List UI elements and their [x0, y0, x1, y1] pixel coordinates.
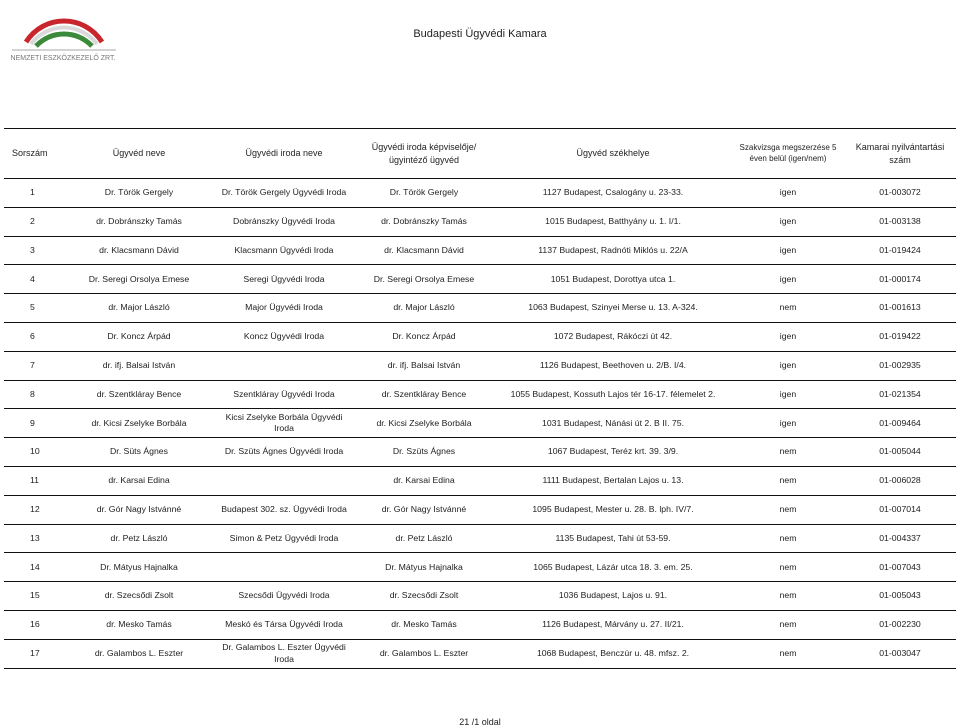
cell-office-name: Dr. Szüts Ágnes Ügyvédi Iroda — [214, 438, 354, 467]
cell-exam: igen — [732, 322, 844, 351]
cell-exam: igen — [732, 207, 844, 236]
cell-exam: igen — [732, 265, 844, 294]
cell-office-name: Simon & Petz Ügyvédi Iroda — [214, 524, 354, 553]
col-header-nyilvantartasi-szam: Kamarai nyilvántartási szám — [844, 129, 956, 179]
lawyer-register-table — [4, 128, 956, 669]
cell-office-name: Koncz Ügyvédi Iroda — [214, 322, 354, 351]
col-header-sorszam: Sorszám — [4, 129, 64, 179]
cell-lawyer-name: dr. ifj. Balsai István — [64, 351, 214, 380]
table-row — [4, 524, 956, 553]
cell-representative: dr. ifj. Balsai István — [354, 351, 494, 380]
cell-exam: igen — [732, 179, 844, 208]
cell-registry-number: 01-004337 — [844, 524, 956, 553]
cell-address: 1067 Budapest, Teréz krt. 39. 3/9. — [494, 438, 732, 467]
cell-representative: Dr. Koncz Árpád — [354, 322, 494, 351]
cell-representative: dr. Gór Nagy Istvánné — [354, 495, 494, 524]
col-header-szakvizsga: Szakvizsga megszerzése 5 éven belül (igen/nem) — [732, 129, 844, 179]
col-header-szekhely: Ügyvéd székhelye — [494, 129, 732, 179]
cell-office-name: Dr. Török Gergely Ügyvédi Iroda — [214, 179, 354, 208]
cell-lawyer-name: Dr. Koncz Árpád — [64, 322, 214, 351]
cell-number: 14 — [4, 553, 64, 582]
cell-address: 1051 Budapest, Dorottya utca 1. — [494, 265, 732, 294]
cell-representative: dr. Szentkláray Bence — [354, 380, 494, 409]
cell-exam: nem — [732, 495, 844, 524]
table-row — [4, 322, 956, 351]
table-row — [4, 639, 956, 668]
cell-representative: dr. Kicsi Zselyke Borbála — [354, 409, 494, 438]
cell-exam: nem — [732, 639, 844, 668]
cell-registry-number: 01-003138 — [844, 207, 956, 236]
cell-exam: nem — [732, 294, 844, 323]
table-row — [4, 466, 956, 495]
cell-number: 10 — [4, 438, 64, 467]
cell-lawyer-name: dr. Klacsmann Dávid — [64, 236, 214, 265]
cell-exam: nem — [732, 553, 844, 582]
cell-registry-number: 01-005044 — [844, 438, 956, 467]
cell-number: 8 — [4, 380, 64, 409]
cell-lawyer-name: Dr. Seregi Orsolya Emese — [64, 265, 214, 294]
cell-exam: nem — [732, 582, 844, 611]
cell-lawyer-name: Dr. Süts Ágnes — [64, 438, 214, 467]
cell-exam: igen — [732, 351, 844, 380]
cell-address: 1063 Budapest, Szinyei Merse u. 13. A-324. — [494, 294, 732, 323]
cell-number: 9 — [4, 409, 64, 438]
cell-representative: Dr. Mátyus Hajnalka — [354, 553, 494, 582]
cell-office-name: Kicsi Zselyke Borbála Ügyvédi Iroda — [214, 409, 354, 438]
cell-registry-number: 01-021354 — [844, 380, 956, 409]
cell-registry-number: 01-019422 — [844, 322, 956, 351]
cell-address: 1126 Budapest, Márvány u. 27. II/21. — [494, 610, 732, 639]
cell-number: 17 — [4, 639, 64, 668]
cell-lawyer-name: dr. Kicsi Zselyke Borbála — [64, 409, 214, 438]
cell-registry-number: 01-009464 — [844, 409, 956, 438]
cell-address: 1055 Budapest, Kossuth Lajos tér 16-17. félemelet 2. — [494, 380, 732, 409]
cell-office-name: Dobránszky Ügyvédi Iroda — [214, 207, 354, 236]
cell-address: 1135 Budapest, Tahi út 53-59. — [494, 524, 732, 553]
cell-exam: nem — [732, 466, 844, 495]
table-row — [4, 610, 956, 639]
cell-office-name: Klacsmann Ügyvédi Iroda — [214, 236, 354, 265]
cell-lawyer-name: dr. Galambos L. Eszter — [64, 639, 214, 668]
cell-representative: dr. Dobránszky Tamás — [354, 207, 494, 236]
table-row — [4, 179, 956, 208]
cell-office-name: Budapest 302. sz. Ügyvédi Iroda — [214, 495, 354, 524]
cell-lawyer-name: Dr. Mátyus Hajnalka — [64, 553, 214, 582]
cell-address: 1065 Budapest, Lázár utca 18. 3. em. 25. — [494, 553, 732, 582]
cell-address: 1072 Budapest, Rákóczi út 42. — [494, 322, 732, 351]
cell-number: 7 — [4, 351, 64, 380]
cell-address: 1137 Budapest, Radnóti Miklós u. 22/A — [494, 236, 732, 265]
cell-registry-number: 01-003072 — [844, 179, 956, 208]
cell-representative: dr. Mesko Tamás — [354, 610, 494, 639]
table-row — [4, 495, 956, 524]
cell-representative: dr. Petz László — [354, 524, 494, 553]
table-row — [4, 409, 956, 438]
table-row — [4, 236, 956, 265]
col-header-kepviselo: Ügyvédi iroda képviselője/ ügyintéző ügyvéd — [354, 129, 494, 179]
cell-number: 6 — [4, 322, 64, 351]
cell-number: 15 — [4, 582, 64, 611]
cell-exam: igen — [732, 380, 844, 409]
cell-office-name: Szentkláray Ügyvédi Iroda — [214, 380, 354, 409]
cell-office-name: Major Ügyvédi Iroda — [214, 294, 354, 323]
cell-lawyer-name: dr. Gór Nagy Istvánné — [64, 495, 214, 524]
cell-office-name — [214, 553, 354, 582]
table-row — [4, 294, 956, 323]
table-row — [4, 207, 956, 236]
table-body — [4, 179, 956, 669]
table-row — [4, 438, 956, 467]
col-header-iroda-neve: Ügyvédi iroda neve — [214, 129, 354, 179]
table-row — [4, 553, 956, 582]
cell-representative: dr. Major László — [354, 294, 494, 323]
cell-lawyer-name: Dr. Török Gergely — [64, 179, 214, 208]
cell-registry-number: 01-005043 — [844, 582, 956, 611]
cell-registry-number: 01-002935 — [844, 351, 956, 380]
cell-registry-number: 01-003047 — [844, 639, 956, 668]
cell-address: 1095 Budapest, Mester u. 28. B. lph. IV/7. — [494, 495, 732, 524]
cell-address: 1068 Budapest, Benczúr u. 48. mfsz. 2. — [494, 639, 732, 668]
cell-address: 1126 Budapest, Beethoven u. 2/B. I/4. — [494, 351, 732, 380]
col-header-ugyved-neve: Ügyvéd neve — [64, 129, 214, 179]
cell-registry-number: 01-000174 — [844, 265, 956, 294]
cell-representative: dr. Klacsmann Dávid — [354, 236, 494, 265]
cell-address: 1127 Budapest, Csalogány u. 23-33. — [494, 179, 732, 208]
cell-address: 1111 Budapest, Bertalan Lajos u. 13. — [494, 466, 732, 495]
cell-representative: dr. Karsai Edina — [354, 466, 494, 495]
cell-number: 16 — [4, 610, 64, 639]
cell-registry-number: 01-019424 — [844, 236, 956, 265]
cell-office-name: Szecsődi Ügyvédi Iroda — [214, 582, 354, 611]
cell-number: 3 — [4, 236, 64, 265]
cell-office-name: Meskó és Társa Ügyvédi Iroda — [214, 610, 354, 639]
cell-number: 5 — [4, 294, 64, 323]
table-row — [4, 582, 956, 611]
cell-lawyer-name: dr. Szecsődi Zsolt — [64, 582, 214, 611]
cell-number: 1 — [4, 179, 64, 208]
cell-exam: igen — [732, 409, 844, 438]
cell-address: 1015 Budapest, Batthyány u. 1. I/1. — [494, 207, 732, 236]
cell-address: 1031 Budapest, Nánási út 2. B II. 75. — [494, 409, 732, 438]
cell-exam: nem — [732, 438, 844, 467]
cell-office-name — [214, 466, 354, 495]
table-header-row — [4, 129, 956, 179]
cell-office-name — [214, 351, 354, 380]
cell-number: 11 — [4, 466, 64, 495]
cell-number: 4 — [4, 265, 64, 294]
cell-number: 13 — [4, 524, 64, 553]
cell-representative: dr. Galambos L. Eszter — [354, 639, 494, 668]
cell-representative: Dr. Török Gergely — [354, 179, 494, 208]
cell-exam: nem — [732, 610, 844, 639]
table-row — [4, 380, 956, 409]
cell-number: 12 — [4, 495, 64, 524]
cell-representative: dr. Szecsődi Zsolt — [354, 582, 494, 611]
cell-address: 1036 Budapest, Lajos u. 91. — [494, 582, 732, 611]
cell-representative: Dr. Seregi Orsolya Emese — [354, 265, 494, 294]
logo-text: NEMZETI ESZKÖZKEZELŐ ZRT. — [10, 55, 116, 62]
cell-registry-number: 01-007043 — [844, 553, 956, 582]
cell-lawyer-name: dr. Petz László — [64, 524, 214, 553]
page-title: Budapesti Ügyvédi Kamara — [413, 28, 547, 40]
cell-exam: igen — [732, 236, 844, 265]
cell-registry-number: 01-001613 — [844, 294, 956, 323]
cell-office-name: Seregi Ügyvédi Iroda — [214, 265, 354, 294]
table-row — [4, 265, 956, 294]
cell-registry-number: 01-007014 — [844, 495, 956, 524]
cell-exam: nem — [732, 524, 844, 553]
cell-lawyer-name: dr. Major László — [64, 294, 214, 323]
cell-representative: Dr. Szüts Ágnes — [354, 438, 494, 467]
page-footer: 21 /1 oldal — [459, 717, 501, 727]
cell-registry-number: 01-006028 — [844, 466, 956, 495]
cell-lawyer-name: dr. Szentkláray Bence — [64, 380, 214, 409]
cell-lawyer-name: dr. Dobránszky Tamás — [64, 207, 214, 236]
cell-lawyer-name: dr. Mesko Tamás — [64, 610, 214, 639]
cell-registry-number: 01-002230 — [844, 610, 956, 639]
cell-number: 2 — [4, 207, 64, 236]
cell-office-name: Dr. Galambos L. Eszter Ügyvédi Iroda — [214, 639, 354, 668]
table-row — [4, 351, 956, 380]
cell-lawyer-name: dr. Karsai Edina — [64, 466, 214, 495]
